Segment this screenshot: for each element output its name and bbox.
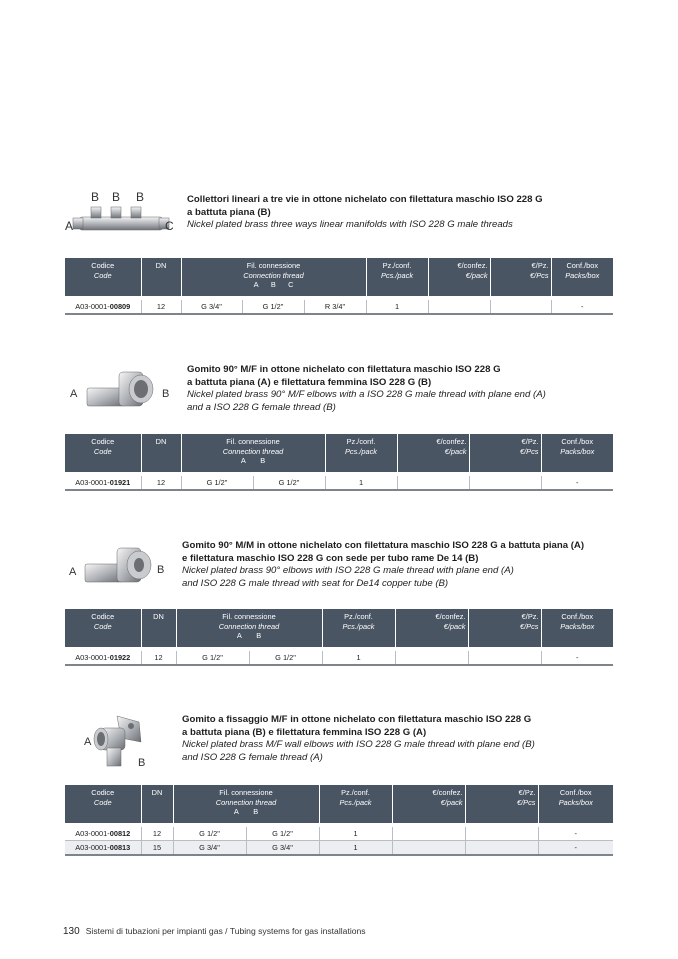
cell-eur-pcs <box>469 476 541 490</box>
title-english-line-2: and a ISO 228 G female thread (B) <box>187 401 336 413</box>
header-eurpz-it: €/Pz. <box>531 261 549 270</box>
cell-eur-pack <box>392 827 465 841</box>
header-eur-pcs <box>468 609 541 647</box>
header-eurpz-it: €/Pz. <box>521 437 539 446</box>
table-header-row <box>65 434 613 472</box>
footer-text: Sistemi di tubazioni per impianti gas / Tubing systems for gas installations <box>85 926 366 936</box>
cell-thread-a: G 1/2" <box>176 651 249 665</box>
header-eurpack-en: €/pack <box>440 797 463 807</box>
header-pcs <box>366 258 428 296</box>
table-row <box>65 651 613 665</box>
cell-code <box>65 841 141 856</box>
thread-letter-a: A <box>236 631 242 641</box>
cell-pcs: 1 <box>322 651 395 665</box>
header-eurpz-en: €/Pcs <box>520 446 539 456</box>
elbow-mm-image <box>81 542 161 598</box>
cell-eur-pack <box>395 651 468 665</box>
thread-letter-a: A <box>253 280 259 290</box>
header-eurpack-it: €/confez. <box>432 788 463 797</box>
cell-eur-pcs <box>465 827 538 841</box>
cell-box: - <box>541 651 613 665</box>
header-thread <box>181 434 325 472</box>
cell-box: - <box>538 827 613 841</box>
cell-eur-pcs <box>465 841 538 856</box>
header-box <box>538 785 613 823</box>
code-prefix: A03-0001- <box>75 829 110 838</box>
code-suffix: 00809 <box>109 302 131 311</box>
header-thread <box>181 258 366 296</box>
header-eur-pack <box>428 258 490 296</box>
header-eur-pcs <box>465 785 538 823</box>
header-box-it: Conf./box <box>561 612 594 621</box>
image-label-b: B <box>138 757 146 769</box>
cell-pcs: 1 <box>319 841 392 856</box>
page-footer <box>63 926 366 937</box>
header-eurpz-it: €/Pz. <box>521 612 539 621</box>
page-number: 130 <box>63 926 80 937</box>
cell-code <box>65 827 141 841</box>
header-box-it: Conf./box <box>559 788 592 797</box>
cell-thread-c: R 3/4" <box>304 300 366 314</box>
header-pcs <box>322 609 395 647</box>
header-eur-pack <box>395 609 468 647</box>
title-italian-line-2: e filettatura maschio ISO 228 G con sede per tubo rame De 14 (B) <box>182 552 479 564</box>
thread-letters <box>237 631 261 640</box>
cell-thread-a: G 1/2" <box>173 827 246 841</box>
header-pcs-it: Pz./conf. <box>382 261 412 270</box>
cell-thread-b: G 3/4" <box>246 841 319 856</box>
cell-thread-a: G 3/4" <box>181 300 242 314</box>
cell-thread-b: G 1/2" <box>246 827 319 841</box>
cell-dn: 15 <box>141 841 173 856</box>
header-dn-text: DN <box>155 261 167 270</box>
product-title <box>187 364 546 414</box>
table-header-row <box>65 609 613 647</box>
title-english-line-1: Nickel plated brass 90° M/F elbows with a ISO 228 G male thread with plane end (A) <box>187 389 546 400</box>
header-thread-it: Fil. connessione <box>226 437 280 446</box>
cell-pcs: 1 <box>325 476 397 490</box>
header-code-en: Code <box>93 621 112 631</box>
header-box-en: Packs/box <box>565 270 600 280</box>
spec-table <box>65 785 613 856</box>
header-code-it: Codice <box>91 261 115 270</box>
header-pcs-en: Pcs./pack <box>342 621 375 631</box>
header-eurpz-en: €/Pcs <box>520 621 539 631</box>
cell-dn: 12 <box>141 651 176 665</box>
cell-eur-pack <box>397 476 469 490</box>
title-italian-line-1: Gomito a fissaggio M/F in ottone nichelato con filettatura maschio ISO 228 G <box>182 714 532 725</box>
title-italian-line-1: Gomito 90° M/M in ottone nichelato con filettatura maschio ISO 228 G a battuta piana (A) <box>182 540 585 551</box>
header-eur-pack <box>397 434 469 472</box>
header-box-it: Conf./box <box>561 437 594 446</box>
title-english-line-1: Nickel plated brass 90° elbows with ISO 228 G male thread with plane end (A) <box>182 565 514 576</box>
manifold-image <box>65 191 177 241</box>
header-dn-text: DN <box>155 437 167 446</box>
header-dn <box>141 258 181 296</box>
image-label-b1: B <box>91 190 100 204</box>
cell-thread-b: G 1/2" <box>253 476 325 490</box>
elbow-mf-image <box>83 366 163 422</box>
image-label-b: B <box>162 388 170 400</box>
header-dn <box>141 609 176 647</box>
code-prefix: A03-0001- <box>75 653 110 662</box>
spec-table <box>65 434 613 491</box>
cell-code <box>65 651 141 665</box>
title-italian-line-1: Collettori lineari a tre vie in ottone nichelato con filettatura maschio ISO 228 G <box>187 194 543 205</box>
title-italian-line-1: Gomito 90° M/F in ottone nichelato con filettatura maschio ISO 228 G <box>187 364 501 375</box>
title-english-line-2: and ISO 228 G male thread with seat for De14 copper tube (B) <box>182 577 449 589</box>
code-suffix: 01922 <box>109 653 131 662</box>
code-prefix: A03-0001- <box>75 302 110 311</box>
image-label-b: B <box>157 564 165 576</box>
cell-eur-pack <box>428 300 490 314</box>
thread-letters <box>241 456 265 465</box>
code-prefix: A03-0001- <box>75 478 110 487</box>
cell-eur-pcs <box>490 300 551 314</box>
header-eurpack-it: €/confez. <box>435 612 466 621</box>
thread-letter-b: B <box>270 280 276 290</box>
header-thread <box>173 785 319 823</box>
product-title <box>187 194 543 232</box>
title-italian-line-2: a battuta piana (B) e filettatura femmina ISO 228 G (A) <box>182 726 427 738</box>
image-label-c: C <box>165 219 174 233</box>
table-row <box>65 300 613 314</box>
header-thread-en: Connection thread <box>215 797 277 807</box>
header-code <box>65 785 141 823</box>
header-thread-en: Connection thread <box>218 621 280 631</box>
header-code-it: Codice <box>91 612 115 621</box>
cell-eur-pack <box>392 841 465 856</box>
header-thread-it: Fil. connessione <box>222 612 276 621</box>
header-code <box>65 258 141 296</box>
image-label-a: A <box>70 388 78 400</box>
header-pcs-it: Pz./conf. <box>344 612 373 621</box>
product-title <box>182 714 535 764</box>
table-row <box>65 841 613 856</box>
header-dn-text: DN <box>153 612 164 621</box>
header-dn <box>141 434 181 472</box>
header-eurpz-it: €/Pz. <box>518 788 536 797</box>
header-code <box>65 609 141 647</box>
code-suffix: 00812 <box>109 829 131 838</box>
table-header-row <box>65 785 613 823</box>
header-pcs-it: Pz./conf. <box>341 788 370 797</box>
cell-pcs: 1 <box>319 827 392 841</box>
header-box <box>551 258 613 296</box>
image-label-a: A <box>69 566 77 578</box>
header-dn <box>141 785 173 823</box>
spec-table <box>65 609 613 666</box>
wall-elbow-image <box>87 712 157 770</box>
code-prefix: A03-0001- <box>75 843 110 852</box>
header-box <box>541 609 613 647</box>
header-thread-en: Connection thread <box>222 446 284 456</box>
cell-eur-pcs <box>468 651 541 665</box>
header-box-it: Conf./box <box>566 261 599 270</box>
cell-code <box>65 300 141 314</box>
header-pcs-en: Pcs./pack <box>380 270 414 280</box>
header-thread <box>176 609 322 647</box>
table-row <box>65 827 613 841</box>
header-box <box>541 434 613 472</box>
header-eur-pcs <box>490 258 551 296</box>
header-pcs <box>319 785 392 823</box>
thread-letters <box>254 280 294 289</box>
cell-box: - <box>538 841 613 856</box>
image-label-b2: B <box>112 190 121 204</box>
cell-box: - <box>551 300 613 314</box>
cell-box: - <box>541 476 613 490</box>
product-title <box>182 540 584 590</box>
header-eurpack-en: €/pack <box>444 446 467 456</box>
title-italian-line-2: a battuta piana (A) e filettatura femmina ISO 228 G (B) <box>187 376 432 388</box>
header-box-en: Packs/box <box>558 797 593 807</box>
header-eurpz-en: €/Pcs <box>517 797 536 807</box>
header-eurpack-it: €/confez. <box>436 437 467 446</box>
cell-thread-a: G 1/2" <box>181 476 253 490</box>
cell-pcs: 1 <box>366 300 428 314</box>
image-label-a: A <box>65 219 74 233</box>
thread-letter-b: B <box>256 631 262 641</box>
header-pcs <box>325 434 397 472</box>
thread-letters <box>234 807 258 816</box>
title-english-line-1: Nickel plated brass three ways linear manifolds with ISO 228 G male threads <box>187 219 513 230</box>
header-code-it: Codice <box>91 788 115 797</box>
cell-dn: 12 <box>141 827 173 841</box>
code-suffix: 01921 <box>109 478 131 487</box>
header-thread-it: Fil. connessione <box>246 261 301 270</box>
thread-letter-c: C <box>288 280 294 290</box>
spec-table <box>65 258 613 315</box>
title-italian-line-2: a battuta piana (B) <box>187 206 271 218</box>
thread-letter-a: A <box>240 456 246 466</box>
header-thread-it: Fil. connessione <box>219 788 273 797</box>
header-eurpack-en: €/pack <box>465 270 488 280</box>
header-eurpack-it: €/confez. <box>457 261 488 270</box>
header-box-en: Packs/box <box>560 446 595 456</box>
header-code-en: Code <box>93 797 112 807</box>
header-code-it: Codice <box>91 437 115 446</box>
thread-letter-b: B <box>253 807 259 817</box>
header-box-en: Packs/box <box>560 621 595 631</box>
header-pcs-it: Pz./conf. <box>346 437 376 446</box>
header-eurpz-en: €/Pcs <box>530 270 549 280</box>
cell-thread-b: G 1/2" <box>249 651 322 665</box>
header-eur-pack <box>392 785 465 823</box>
cell-dn: 12 <box>141 300 181 314</box>
cell-code <box>65 476 141 490</box>
table-header-row <box>65 258 613 296</box>
header-eurpack-en: €/pack <box>443 621 466 631</box>
header-code-en: Code <box>93 270 112 280</box>
header-eur-pcs <box>469 434 541 472</box>
header-pcs-en: Pcs./pack <box>339 797 372 807</box>
header-code <box>65 434 141 472</box>
image-label-a: A <box>84 736 92 748</box>
image-label-b3: B <box>136 190 145 204</box>
header-thread-en: Connection thread <box>243 270 304 280</box>
cell-dn: 12 <box>141 476 181 490</box>
cell-thread-b: G 1/2" <box>242 300 304 314</box>
header-dn-text: DN <box>151 788 163 797</box>
header-code-en: Code <box>93 446 112 456</box>
title-english-line-2: and ISO 228 G female thread (A) <box>182 751 323 763</box>
cell-thread-a: G 3/4" <box>173 841 246 856</box>
title-english-line-1: Nickel plated brass M/F wall elbows with ISO 228 G male thread with plane end (B) <box>182 739 535 750</box>
thread-letter-b: B <box>260 456 266 466</box>
thread-letter-a: A <box>233 807 239 817</box>
code-suffix: 00813 <box>109 843 131 852</box>
table-row <box>65 476 613 490</box>
header-pcs-en: Pcs./pack <box>344 446 378 456</box>
